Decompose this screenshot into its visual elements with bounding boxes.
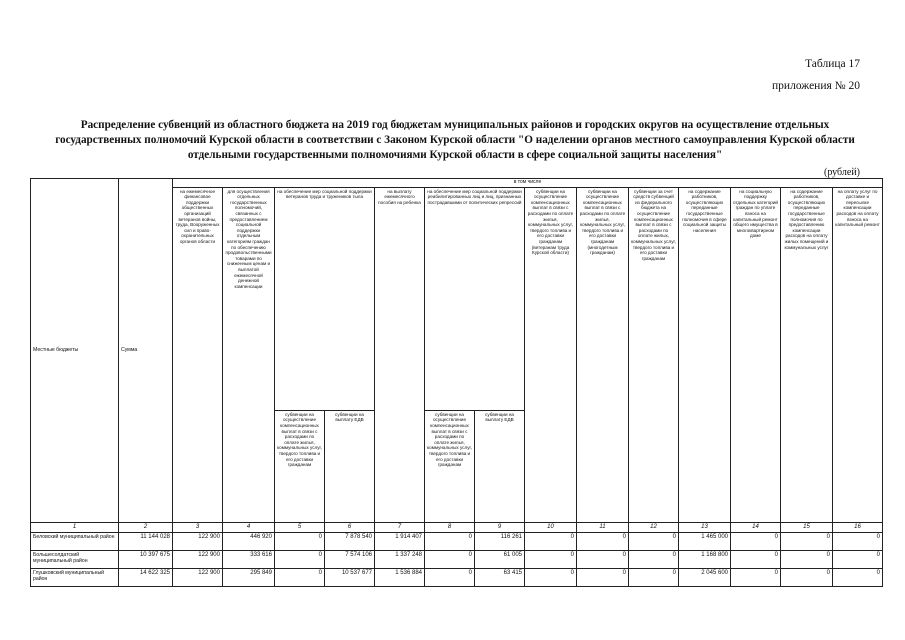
header-col13: на содержание работников, осуществляющих переданные государственные полномочия в сфере социальной защиты населения — [679, 187, 731, 522]
column-number: 7 — [375, 522, 425, 532]
cell-value: 0 — [425, 568, 475, 586]
cell-value: 0 — [781, 532, 833, 550]
table-row — [31, 532, 883, 550]
header-col5: субвенции на осуществление компенсационных выплат в связи с расходами по оплате жилья, коммунальных услуг, твердого топлива и его доставки гражданам — [275, 410, 325, 522]
cell-value: 122 900 — [173, 550, 223, 568]
cell-value: 116 261 — [475, 532, 525, 550]
cell-value: 1 914 407 — [375, 532, 425, 550]
header-col4: для осуществления отдельных государственных полномочий, связанных с предоставлением социальной поддержки отдельным категориям граждан по обеспечению продовольственными товарами по сниженным ценам и выплатой ежемесячной денежной компенсации — [223, 187, 275, 522]
column-number: 1 — [31, 522, 119, 532]
table-row — [31, 550, 883, 568]
column-number: 16 — [833, 522, 883, 532]
header-sum: Сумма — [119, 179, 173, 523]
header-veterans-spacer — [275, 206, 375, 410]
cell-value: 0 — [577, 568, 629, 586]
column-number: 9 — [475, 522, 525, 532]
unit-label: (рублей) — [823, 167, 860, 178]
header-col11: субвенции на осуществление компенсационных выплат в связи с расходами по оплате жилья, коммунальных услуг, твердого топлива и его доставки гражданам (многодетным гражданам) — [577, 187, 629, 522]
cell-value: 10 397 675 — [119, 550, 173, 568]
cell-value: 0 — [275, 532, 325, 550]
header-col16: на оплату услуг по доставке и пересылке компенсации расходов на оплату взноса на капитальный ремонт — [833, 187, 883, 522]
cell-value: 0 — [525, 532, 577, 550]
cell-value: 0 — [425, 532, 475, 550]
cell-value: 0 — [629, 550, 679, 568]
cell-value: 14 622 325 — [119, 568, 173, 586]
column-number: 14 — [731, 522, 781, 532]
column-number: 6 — [325, 522, 375, 532]
cell-value: 295 849 — [223, 568, 275, 586]
header-veterans-group: на обеспечение мер социальной поддержки ветеранов труда и тружеников тыла — [275, 187, 375, 206]
column-number: 15 — [781, 522, 833, 532]
subventions-table — [30, 178, 883, 587]
header-col15: на содержание работников, осуществляющих переданные государственные полномочия по предоставлению компенсации расходов на оплату жилых помещений и коммунальных услуг — [781, 187, 833, 522]
cell-value: 1 168 800 — [679, 550, 731, 568]
column-number: 11 — [577, 522, 629, 532]
cell-value: 63 415 — [475, 568, 525, 586]
document-title: Распределение субвенций из областного бюджета на 2019 год бюджетам муниципальных районов и городских округов на осуществление отдельных государственных полномочий Курской области в соответствии с Законом Курской области "О наделении органов местного самоуправления Курской области отдельными государственными полномочиями Курской области в сфере социальной защиты населения" — [55, 119, 855, 161]
column-number-row — [31, 522, 883, 532]
cell-value: 333 616 — [223, 550, 275, 568]
cell-value: 1 536 884 — [375, 568, 425, 586]
header-local-budgets: Местные бюджеты — [31, 179, 119, 523]
table-row — [31, 568, 883, 586]
column-number: 13 — [679, 522, 731, 532]
header-in-that-number: в том числе — [173, 179, 883, 188]
header-repressed-spacer — [425, 206, 525, 410]
cell-value: 0 — [425, 550, 475, 568]
column-number: 5 — [275, 522, 325, 532]
cell-value: 0 — [525, 568, 577, 586]
cell-value: 0 — [629, 568, 679, 586]
column-number: 3 — [173, 522, 223, 532]
cell-value: 446 920 — [223, 532, 275, 550]
header-col6: субвенции на выплату ЕДВ — [325, 410, 375, 522]
cell-value: 0 — [275, 568, 325, 586]
header-repressed-group: на обеспечение мер социальной поддержки реабилитированных лиц и лиц, признанных пострадавшими от политических репрессий — [425, 187, 525, 206]
header-col3: на ежемесячное финансовое поддержки общественных организаций ветеранов войны, труда, Вооруженных сил и право-охранительных органов области — [173, 187, 223, 522]
header-col12: субвенции за счет средств субвенций из федерального бюджета на осуществление компенсационных выплат в связи с расходами по оплате жилых, коммунальных услуг, твердого топлива и его доставки гражданам — [629, 187, 679, 522]
annex-label: приложения № 20 — [772, 80, 860, 92]
table-number-label: Таблица 17 — [805, 58, 860, 70]
cell-value: 61 005 — [475, 550, 525, 568]
header-col8: субвенции на осуществление компенсационных выплат в связи с расходами по оплате жилья, коммунальных услуг, твердого топлива и его доставки гражданам — [425, 410, 475, 522]
column-number: 2 — [119, 522, 173, 532]
cell-value: 0 — [781, 550, 833, 568]
cell-value: 0 — [781, 568, 833, 586]
cell-value: 7 878 540 — [325, 532, 375, 550]
cell-value: 122 900 — [173, 568, 223, 586]
row-district-name: Большесолдатский муниципальный район — [31, 550, 119, 568]
cell-value: 0 — [629, 532, 679, 550]
cell-value: 0 — [275, 550, 325, 568]
cell-value: 0 — [833, 550, 883, 568]
cell-value: 0 — [833, 568, 883, 586]
cell-value: 0 — [577, 550, 629, 568]
column-number: 8 — [425, 522, 475, 532]
column-number: 4 — [223, 522, 275, 532]
cell-value: 11 144 028 — [119, 532, 173, 550]
cell-value: 1 465 000 — [679, 532, 731, 550]
row-district-name: Беловский муниципальный район — [31, 532, 119, 550]
header-col7: на выплату ежемесячного пособия на ребенка — [375, 187, 425, 522]
cell-value: 1 337 248 — [375, 550, 425, 568]
cell-value: 0 — [731, 550, 781, 568]
header-col9: субвенции на выплату ЕДВ — [475, 410, 525, 522]
header-col10: субвенции на осуществление компенсационных выплат в связи с расходами по оплате жилья, коммунальных услуг, твердого топлива и его доставки гражданам (ветеранам труда Курской области) — [525, 187, 577, 522]
cell-value: 10 537 677 — [325, 568, 375, 586]
cell-value: 0 — [577, 532, 629, 550]
column-number: 10 — [525, 522, 577, 532]
cell-value: 0 — [525, 550, 577, 568]
header-col14: на социальную поддержку отдельных категорий граждан по уплате взноса на капитальный ремонт общего имущества в многоквартирном доме — [731, 187, 781, 522]
cell-value: 122 900 — [173, 532, 223, 550]
row-district-name: Глушковский муниципальный район — [31, 568, 119, 586]
cell-value: 0 — [833, 532, 883, 550]
cell-value: 0 — [731, 532, 781, 550]
column-number: 12 — [629, 522, 679, 532]
cell-value: 2 045 600 — [679, 568, 731, 586]
cell-value: 7 574 106 — [325, 550, 375, 568]
cell-value: 0 — [731, 568, 781, 586]
